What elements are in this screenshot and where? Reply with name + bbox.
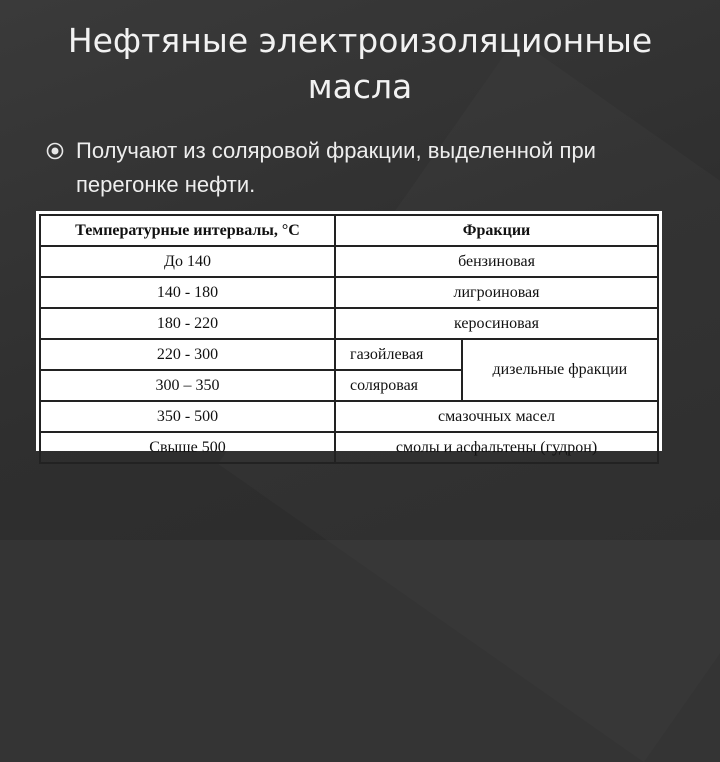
table-row <box>40 308 658 339</box>
slide-title <box>40 18 680 110</box>
table-row <box>40 246 658 277</box>
fraction-cell: соляровая <box>335 370 462 401</box>
table-row <box>40 401 658 432</box>
merged-group-cell: дизельные фракции <box>462 339 658 401</box>
table-row <box>40 339 658 370</box>
fraction-cell: смолы и асфальтены (гудрон) <box>335 432 658 463</box>
table-row <box>40 277 658 308</box>
title-line-1: Нефтяные электроизоляционные <box>67 21 653 60</box>
fractions-table-image <box>36 211 662 456</box>
fractions-table <box>39 214 659 464</box>
temp-cell: 220 - 300 <box>40 339 335 370</box>
title-line-2: масла <box>307 67 413 106</box>
circle-bullet-icon <box>46 142 64 160</box>
fraction-cell: смазочных масел <box>335 401 658 432</box>
table-header-row <box>40 215 658 246</box>
temp-cell: 180 - 220 <box>40 308 335 339</box>
bullet-text: Получают из соляровой фракции, выделенной при перегонке нефти. <box>76 138 596 197</box>
header-temperature: Температурные интервалы, °С <box>40 215 335 246</box>
table-row <box>40 432 658 463</box>
fraction-cell: лигроиновая <box>335 277 658 308</box>
temp-cell: До 140 <box>40 246 335 277</box>
fraction-cell: керосиновая <box>335 308 658 339</box>
temp-cell: 140 - 180 <box>40 277 335 308</box>
temp-cell: Свыше 500 <box>40 432 335 463</box>
temp-cell: 350 - 500 <box>40 401 335 432</box>
fraction-cell: газойлевая <box>335 339 462 370</box>
temp-cell: 300 – 350 <box>40 370 335 401</box>
header-fractions: Фракции <box>335 215 658 246</box>
fraction-cell: бензиновая <box>335 246 658 277</box>
